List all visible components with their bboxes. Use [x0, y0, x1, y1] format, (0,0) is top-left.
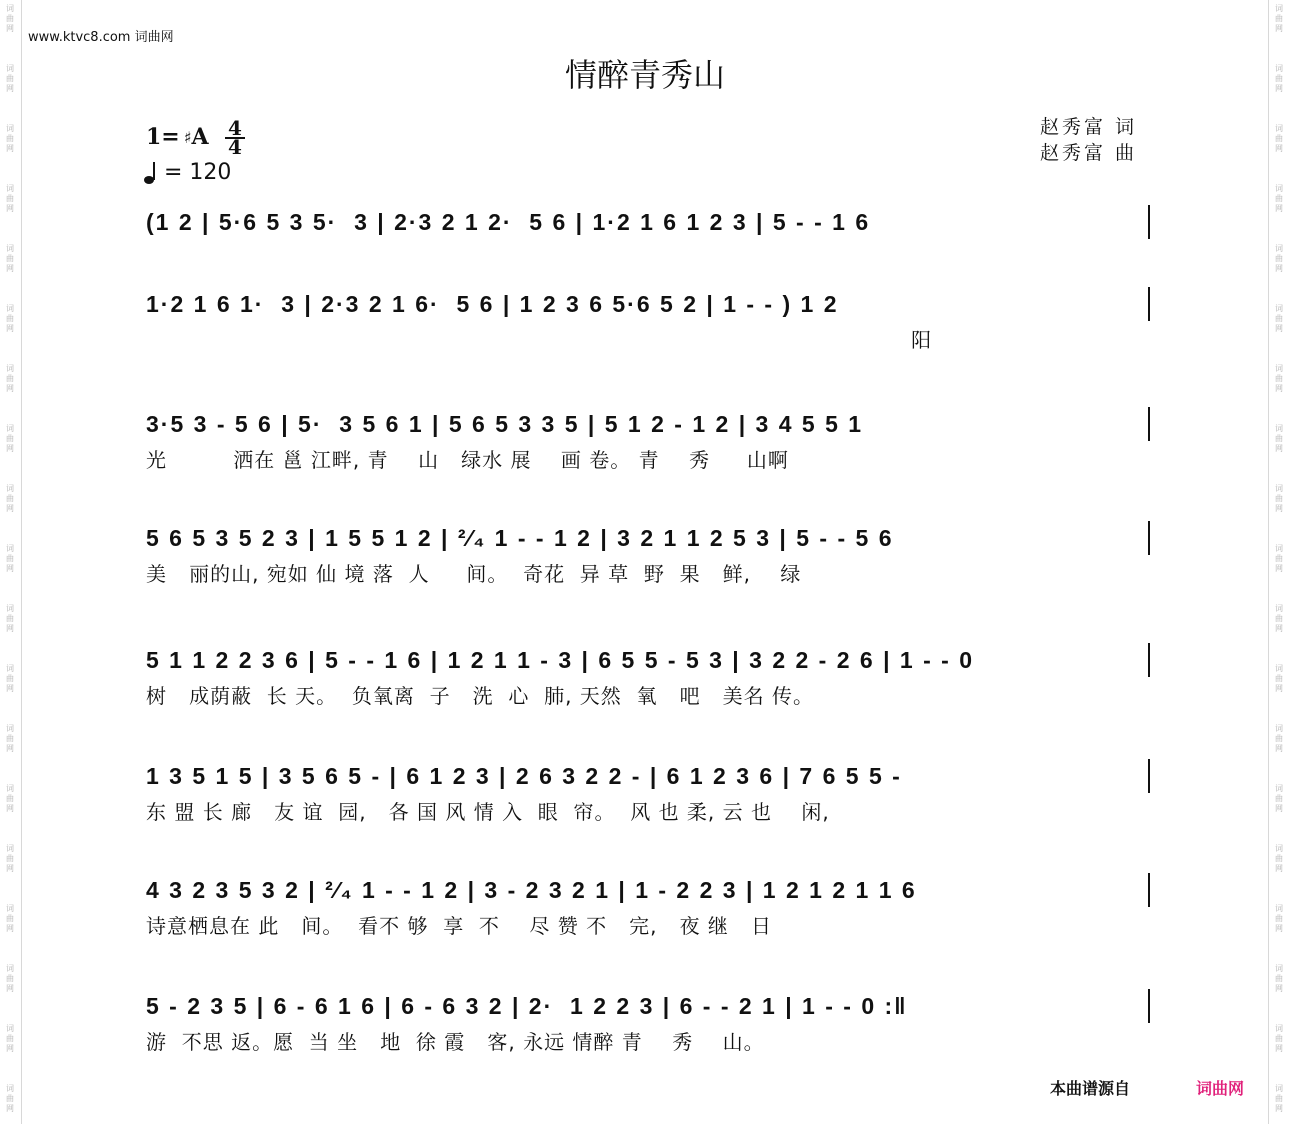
barline [1148, 287, 1150, 321]
watermark-text: 词曲网 [6, 124, 14, 153]
sharp-icon: ♯ [183, 127, 192, 147]
watermark-text: 词曲网 [1275, 784, 1283, 813]
notation-row: 3·5 3 - 5 6 | 5· 3 5 6 1 | 5 6 5 3 3 5 | 5 1 2 - 1 2 | 3 4 5 5 1 [146, 410, 864, 437]
notation-row: 1 3 5 1 5 | 3 5 6 5 - | 6 1 2 3 | 2 6 3 2 2 - | 6 1 2 3 6 | 7 6 5 5 - [146, 762, 902, 789]
lyrics-row: 诗意栖息在 此 间。 看不 够 享 不 尽 赞 不 完, 夜 继 日 [146, 914, 773, 938]
score-line [146, 284, 1150, 354]
watermark-text: 词曲网 [6, 424, 14, 453]
notation-row: 5 1 1 2 2 3 6 | 5 - - 1 6 | 1 2 1 1 - 3 | 6 5 5 - 5 3 | 3 2 2 - 2 6 | 1 - - 0 [146, 646, 974, 673]
key-note: A [191, 124, 209, 150]
time-bottom: 4 [228, 135, 242, 159]
watermark-text: 词曲网 [1275, 64, 1283, 93]
time-signature [223, 116, 247, 159]
lyrics-row: 阳 [146, 328, 933, 352]
barline [1148, 407, 1150, 441]
song-title: 情醉青秀山 [564, 56, 725, 94]
watermark-text: 词曲网 [1275, 844, 1283, 873]
watermark-text: 词曲网 [1275, 1024, 1283, 1053]
watermark-text: 词曲网 [6, 184, 14, 213]
notation-row: 4 3 2 3 5 3 2 | ²⁄₄ 1 - - 1 2 | 3 - 2 3 2 1 | 1 - 2 2 3 | 1 2 1 2 1 1 6 [146, 876, 917, 903]
lyrics-row: 东 盟 长 廊 友 谊 园, 各 国 风 情 入 眼 帘。 风 也 柔, 云 也 闲, [146, 800, 830, 824]
barline [1148, 989, 1150, 1023]
watermark-text: 词曲网 [1275, 184, 1283, 213]
watermark-text: 词曲网 [6, 64, 14, 93]
watermark-text: 词曲网 [6, 904, 14, 933]
lyrics-row: 游 不思 返。愿 当 坐 地 徐 霞 客, 永远 情醉 青 秀 山。 [146, 1030, 765, 1054]
watermark-text: 词曲网 [1275, 364, 1283, 393]
right-watermark-strip [1268, 0, 1290, 1124]
score-line [146, 640, 1150, 710]
barline [1148, 643, 1150, 677]
lyricist: 赵秀富 词 [1040, 116, 1138, 138]
notation-row: 5 6 5 3 5 2 3 | 1 5 5 1 2 | ²⁄₄ 1 - - 1 2 | 3 2 1 1 2 5 3 | 5 - - 5 6 [146, 524, 894, 551]
tempo-value: = 120 [164, 160, 232, 185]
watermark-text: 词曲网 [6, 364, 14, 393]
watermark-text: 词曲网 [1275, 604, 1283, 633]
left-watermark-strip [0, 0, 22, 1124]
watermark-text: 词曲网 [1275, 544, 1283, 573]
barline [1148, 759, 1150, 793]
barline [1148, 873, 1150, 907]
watermark-text: 词曲网 [6, 484, 14, 513]
score-line [146, 870, 1150, 940]
watermark-text: 词曲网 [1275, 1084, 1283, 1113]
barline [1148, 205, 1150, 239]
lyrics-row: 光 洒在 邕 江畔, 青 山 绿水 展 画 卷。 青 秀 山啊 [146, 448, 789, 472]
watermark-text: 词曲网 [1275, 304, 1283, 333]
credits [1040, 114, 1137, 166]
score-line [146, 404, 1150, 474]
watermark-text: 词曲网 [1275, 904, 1283, 933]
watermark-text: 词曲网 [1275, 244, 1283, 273]
watermark-text: 词曲网 [1275, 424, 1283, 453]
score-line [146, 518, 1150, 588]
tempo-marking [144, 160, 231, 185]
footer-source-site[interactable]: 词曲网 [1196, 1079, 1245, 1098]
footer-source-label: 本曲谱源自 [1050, 1079, 1131, 1098]
notation-row: (1 2 | 5·6 5 3 5· 3 | 2·3 2 1 2· 5 6 | 1·2 1 6 1 2 3 | 5 - - 1 6 [146, 208, 871, 235]
score-line [146, 986, 1150, 1056]
quarter-note-icon [144, 161, 158, 185]
notation-row: 1·2 1 6 1· 3 | 2·3 2 1 6· 5 6 | 1 2 3 6 5·6 5 2 | 1 - - ) 1 2 [146, 290, 839, 317]
lyrics-row [146, 242, 1150, 272]
watermark-text: 词曲网 [6, 244, 14, 273]
watermark-text: 词曲网 [6, 1084, 14, 1113]
watermark-text: 词曲网 [6, 1024, 14, 1053]
composer: 赵秀富 曲 [1040, 142, 1138, 164]
key-label: 1= [146, 124, 180, 150]
score-line [146, 202, 1150, 272]
watermark-text: 词曲网 [6, 664, 14, 693]
watermark-text: 词曲网 [1275, 664, 1283, 693]
watermark-text: 词曲网 [6, 784, 14, 813]
watermark-text: 词曲网 [6, 724, 14, 753]
notation-row: 5 - 2 3 5 | 6 - 6 1 6 | 6 - 6 3 2 | 2· 1 2 2 3 | 6 - - 2 1 | 1 - - 0 :‖ [146, 992, 908, 1019]
site-url[interactable]: www.ktvc8.com 词曲网 [28, 30, 174, 45]
watermark-text: 词曲网 [1275, 484, 1283, 513]
watermark-text: 词曲网 [6, 964, 14, 993]
watermark-text: 词曲网 [1275, 724, 1283, 753]
watermark-text: 词曲网 [1275, 4, 1283, 33]
score-line [146, 756, 1150, 826]
lyrics-row: 美 丽的山, 宛如 仙 境 落 人 间。 奇花 异 草 野 果 鲜, 绿 [146, 562, 802, 586]
watermark-text: 词曲网 [6, 4, 14, 33]
watermark-text: 词曲网 [6, 544, 14, 573]
watermark-text: 词曲网 [1275, 964, 1283, 993]
key-signature [146, 124, 209, 150]
watermark-text: 词曲网 [6, 604, 14, 633]
lyrics-row: 树 成荫蔽 长 天。 负氧离 子 洗 心 肺, 天然 氧 吧 美名 传。 [146, 684, 815, 708]
watermark-text: 词曲网 [6, 304, 14, 333]
watermark-text: 词曲网 [1275, 124, 1283, 153]
time-top: 4 [228, 116, 242, 140]
barline [1148, 521, 1150, 555]
watermark-text: 词曲网 [6, 844, 14, 873]
